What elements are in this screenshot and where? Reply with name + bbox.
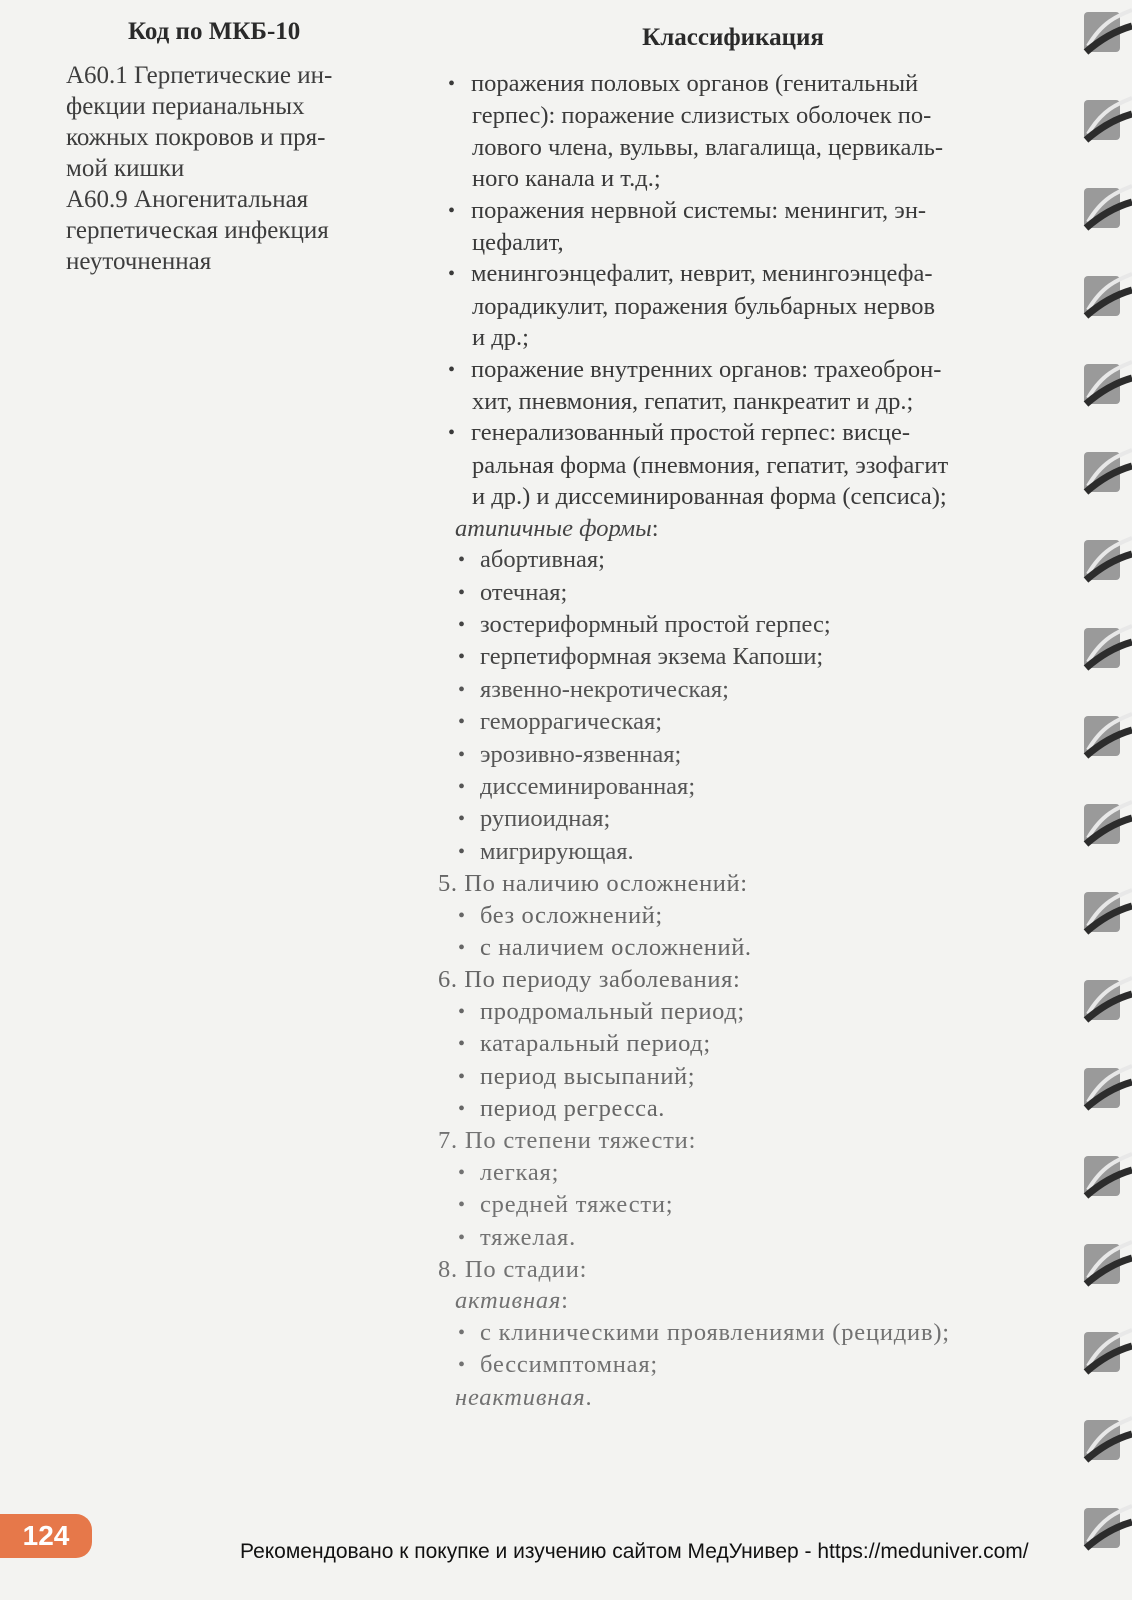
binding-ring	[1084, 10, 1132, 52]
section-heading-stage: 8. По стадии:	[438, 1256, 588, 1284]
list-item-continuation: ного канала и т.д.;	[472, 165, 661, 193]
list-item-continuation: ральная форма (пневмония, гепатит, эзофагит	[472, 451, 949, 479]
section-heading-complications: 5. По наличию осложнений:	[438, 870, 748, 898]
list-item: • с клиническими проявлениями (рецидив);	[438, 1317, 1028, 1349]
binding-ring	[1084, 362, 1132, 404]
list-item-continuation: хит, пневмония, гепатит, панкреатит и др.;	[472, 388, 914, 416]
list-item: • абортивная;	[438, 544, 1028, 576]
icd-line: А60.9 Аногенитальная	[66, 186, 309, 213]
section-heading-period: 6. По периоду заболевания:	[438, 966, 741, 994]
list-item: • мигрирующая.	[438, 836, 1028, 868]
binding-ring	[1084, 186, 1132, 228]
binding-ring	[1084, 802, 1132, 844]
list-item: • поражение внутренних органов: трахеоброн-	[438, 354, 1028, 386]
list-item: • геморрагическая;	[438, 706, 1028, 738]
binding-ring	[1084, 890, 1132, 932]
spiral-binding	[1042, 0, 1132, 1600]
list-item: • бессимптомная;	[438, 1349, 1028, 1381]
list-item: • продромальный период;	[438, 996, 1028, 1028]
binding-ring	[1084, 98, 1132, 140]
list-item: • поражения нервной системы: менингит, эн-	[438, 195, 1028, 227]
list-item: • генерализованный простой герпес: висце-	[438, 417, 1028, 449]
list-item-continuation: герпес): поражение слизистых оболочек по-	[472, 102, 932, 130]
binding-ring	[1084, 1154, 1132, 1196]
binding-ring	[1084, 1242, 1132, 1284]
list-item: • период регресса.	[438, 1093, 1028, 1125]
binding-ring	[1084, 978, 1132, 1020]
subheading-active: активная:	[455, 1287, 569, 1315]
list-item-continuation: и др.;	[472, 324, 529, 352]
subheading-inactive: неактивная.	[455, 1383, 593, 1411]
icd-line: неуточненная	[66, 248, 212, 275]
binding-ring	[1084, 1330, 1132, 1372]
list-item: • катаральный период;	[438, 1028, 1028, 1060]
icd-code-column	[66, 18, 406, 277]
classification-header: Классификация	[642, 24, 824, 51]
subheading-text: атипичные формы	[455, 514, 652, 542]
list-item: • тяжелая.	[438, 1222, 1028, 1254]
list-item-continuation: лового члена, вульвы, влагалища, цервикаль-	[472, 133, 944, 161]
binding-ring	[1084, 714, 1132, 756]
icd-line: герпетическая инфекция	[66, 217, 329, 244]
list-item: • герпетиформная экзема Капоши;	[438, 641, 1028, 673]
list-item: • с наличием осложнений.	[438, 932, 1028, 964]
binding-ring	[1084, 626, 1132, 668]
list-item: • рупиоидная;	[438, 803, 1028, 835]
list-item: • поражения половых органов (генитальный	[438, 68, 1028, 100]
list-item: • эрозивно-язвенная;	[438, 739, 1028, 771]
subheading-text: активная	[455, 1287, 562, 1315]
subheading-atypical: атипичные формы:	[455, 514, 659, 542]
subheading-text: неактивная	[455, 1383, 586, 1411]
page-number-badge: 124	[0, 1514, 92, 1558]
binding-ring	[1084, 1418, 1132, 1460]
icd-line: фекции перианальных	[66, 93, 305, 120]
binding-ring	[1084, 538, 1132, 580]
list-item: • отечная;	[438, 577, 1028, 609]
list-item-continuation: и др.) и диссеминированная форма (сепсиса);	[472, 483, 947, 511]
watermark-text: Рекомендовано к покупке и изучению сайтом МедУнивер - https://meduniver.com/	[240, 1540, 1029, 1563]
list-item: • диссеминированная;	[438, 771, 1028, 803]
list-item: • без осложнений;	[438, 900, 1028, 932]
icd-line: мой кишки	[66, 155, 185, 182]
list-item: • период высыпаний;	[438, 1061, 1028, 1093]
binding-ring	[1084, 1066, 1132, 1108]
binding-ring	[1084, 274, 1132, 316]
icd-code-header: Код по МКБ-10	[128, 18, 301, 45]
section-heading-severity: 7. По степени тяжести:	[438, 1127, 697, 1155]
list-item: • менингоэнцефалит, неврит, менингоэнцефа-	[438, 258, 1028, 290]
binding-ring	[1084, 450, 1132, 492]
icd-line: кожных покровов и пря-	[66, 124, 326, 151]
list-item: • зостериформный простой герпес;	[438, 609, 1028, 641]
list-item-continuation: цефалит,	[472, 229, 564, 257]
list-item: • язвенно-некротическая;	[438, 674, 1028, 706]
list-item-continuation: лорадикулит, поражения бульбарных нервов	[472, 292, 936, 320]
list-item: • средней тяжести;	[438, 1189, 1028, 1221]
icd-line: А60.1 Герпетические ин-	[66, 62, 333, 89]
classification-column	[438, 24, 1028, 1413]
list-item: • легкая;	[438, 1157, 1028, 1189]
